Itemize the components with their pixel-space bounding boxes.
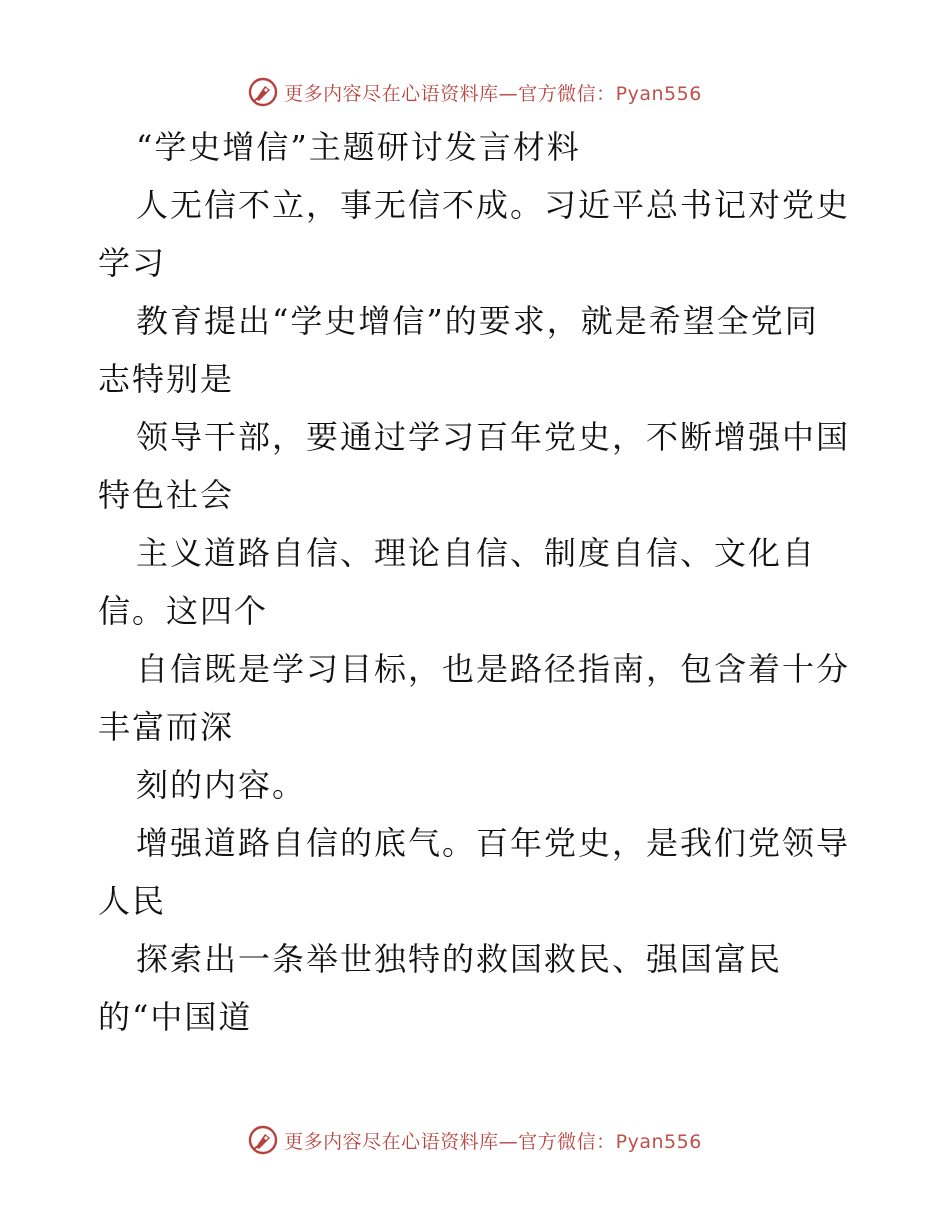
text-line: 人无信不立，事无信不成。习近平总书记对党史 [136, 186, 851, 224]
watermark-text: 更多内容尽在心语资料库—官方微信：Pyan556 [284, 82, 702, 105]
watermark-footer [0, 1120, 950, 1160]
text-line: 探索出一条举世独特的救国救民、强国富民 [136, 940, 783, 978]
text-line: 丰富而深 [98, 708, 235, 746]
text-line: 自信既是学习目标，也是路径指南，包含着十分 [136, 650, 851, 688]
document-title: “学史增信”主题研讨发言材料 [136, 128, 581, 166]
text-line: 人民 [98, 882, 167, 920]
text-line: 主义道路自信、理论自信、制度自信、文化自 [136, 534, 817, 572]
watermark-text: 更多内容尽在心语资料库—官方微信：Pyan556 [284, 1130, 702, 1153]
text-line: 增强道路自信的底气。百年党史，是我们党领导 [136, 824, 851, 862]
watermark-header [0, 72, 950, 112]
text-line: 志特别是 [98, 360, 235, 398]
text-line: 学习 [98, 244, 167, 282]
pen-nib-circle-icon [248, 1125, 278, 1155]
watermark-wechat-id: Pyan556 [615, 82, 702, 105]
document-body [98, 118, 858, 1046]
pen-nib-circle-icon [248, 77, 278, 107]
text-line: 特色社会 [98, 476, 235, 514]
text-line: 的“中国道 [98, 998, 253, 1036]
text-line: 刻的内容。 [136, 766, 307, 804]
watermark-wechat-id: Pyan556 [615, 1130, 702, 1153]
text-line: 领导干部，要通过学习百年党史，不断增强中国 [136, 418, 851, 456]
text-line: 信。这四个 [98, 592, 269, 630]
text-line: 教育提出“学史增信”的要求，就是希望全党同 [136, 302, 819, 340]
